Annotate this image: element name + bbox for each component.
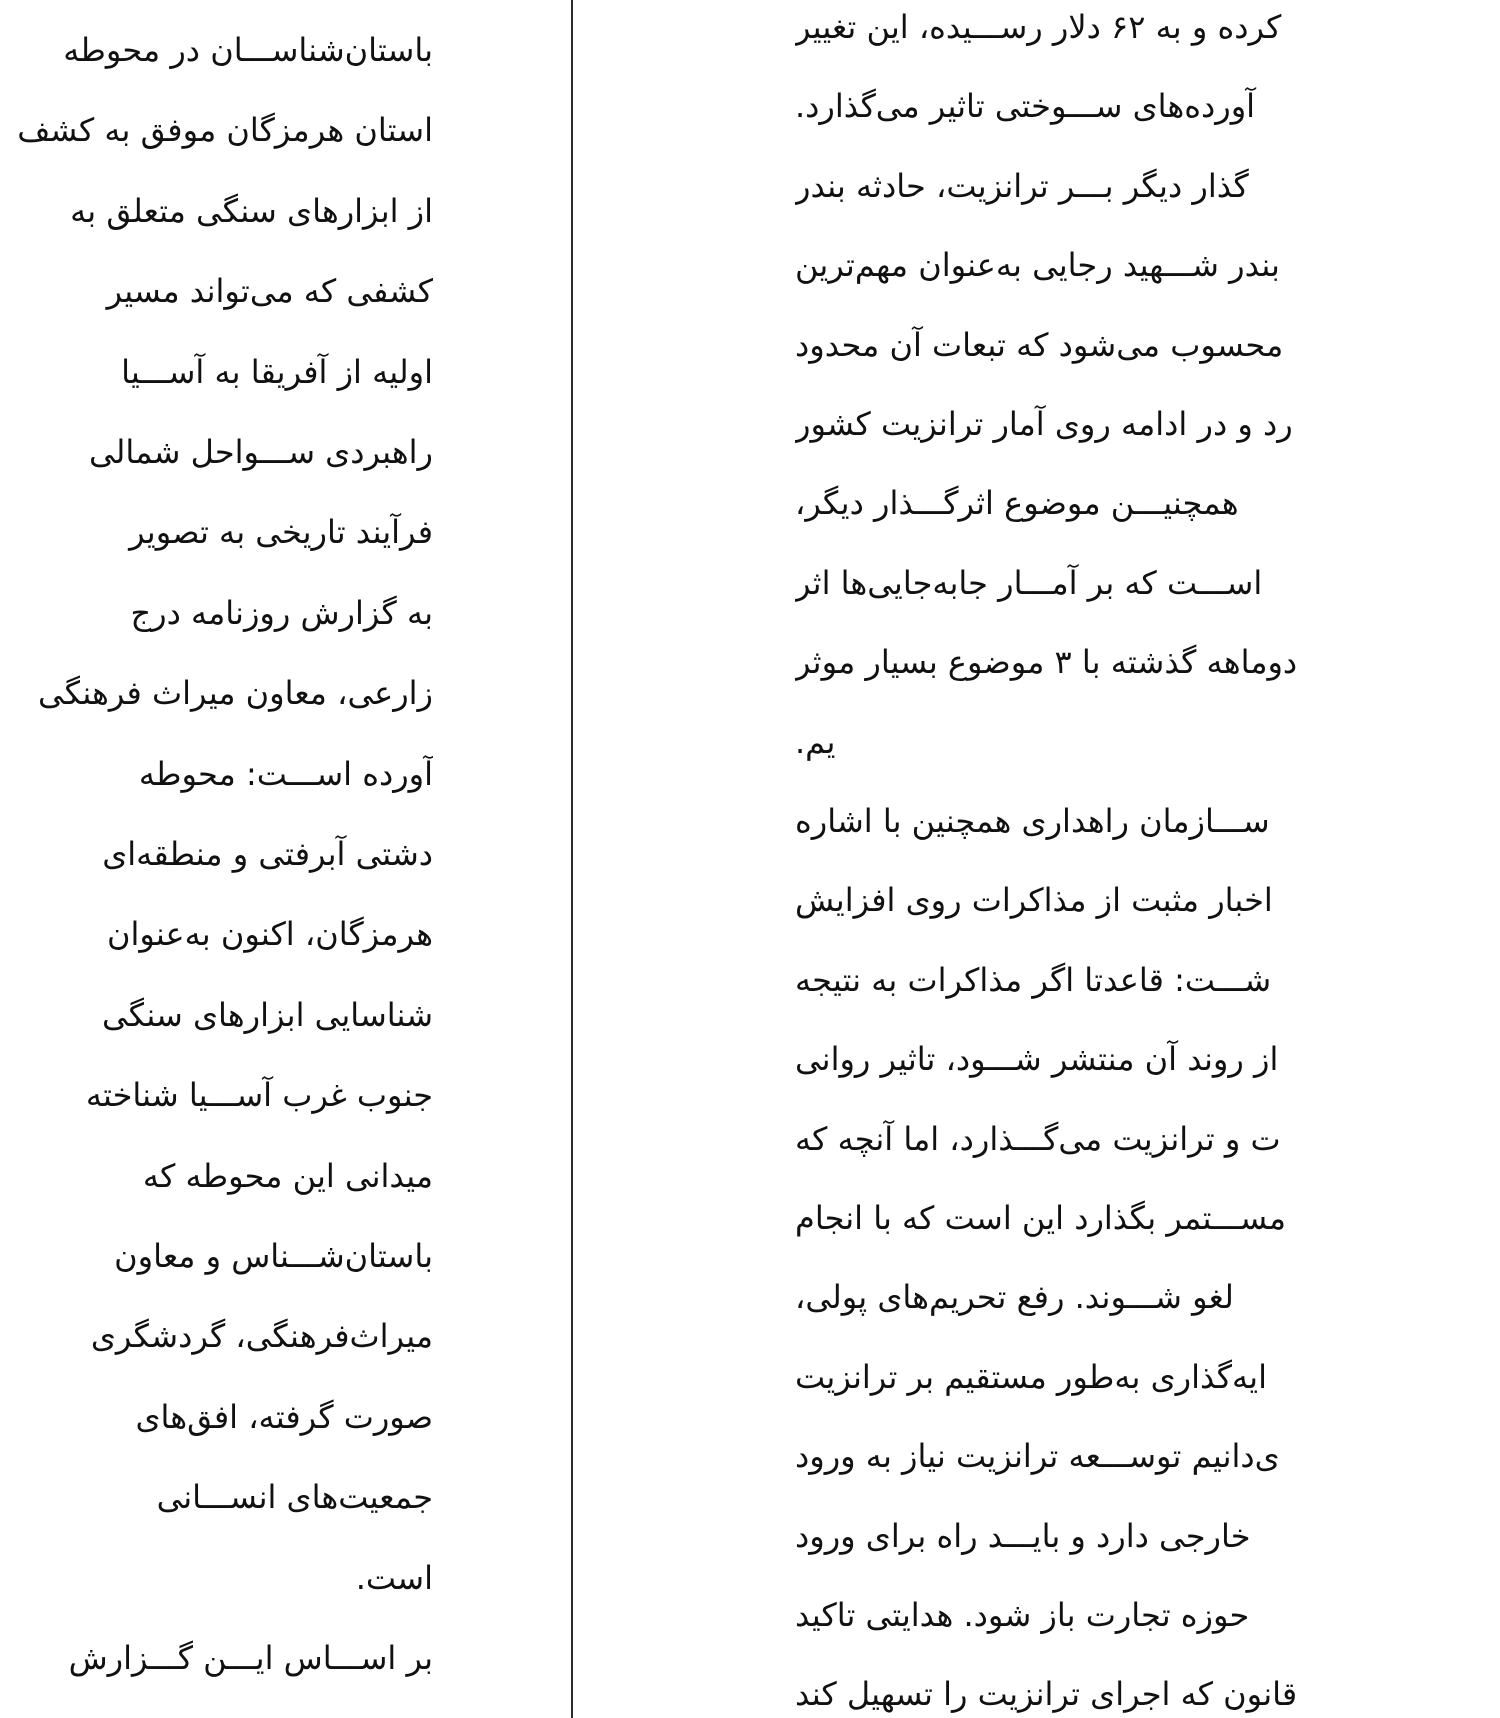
text-line: است. [355,1558,433,1597]
text-line: بندر شـــهید رجایی به‌عنوان مهم‌ترین [795,246,1280,285]
text-line: دوماهه گذشته با ۳ موضوع بسیار موثر [795,643,1298,682]
text-line: باستان‌شناســـان در محوطه [63,31,433,69]
text-line: آورده اســـت: محوطه [138,754,433,793]
text-line: راهبردی ســـواحل شمالی [88,433,433,471]
text-line: کرده و به ۶۲ دلار رســـیده، این تغییر [795,8,1282,46]
text-line: دشتی آبرفتی و منطقه‌ای [102,835,433,873]
text-line: جنوب غرب آســـیا شناخته [85,1076,433,1115]
text-line: همچنیـــن موضوع اثرگـــذار دیگر، [795,484,1239,523]
text-line: بر اســـاس ایـــن گـــزارش [68,1639,433,1677]
text-line: شـــت: قاعدتا اگر مذاکرات به نتیجه [795,960,1272,999]
text-line: ایه‌گذاری به‌طور مستقیم بر ترانزیت [795,1357,1267,1396]
left-article-column [0,0,433,1718]
text-line: آورده‌های ســـوختی تاثیر می‌گذارد. [795,87,1256,126]
text-line: میراث‌فرهنگی، گردشگری [90,1317,433,1356]
text-line: کشفی که می‌تواند مسیر [106,272,433,311]
text-line: از ابزارهای سنگی متعلق به [70,191,433,230]
text-line: ت و ترانزیت می‌گـــذارد، اما آنچه که [795,1119,1281,1158]
text-line: اولیه از آفریقا به آســـیا [121,352,433,391]
text-line: اخبار مثبت از مذاکرات روی افزایش [795,881,1273,920]
text-line: اســـت که بر آمـــار جابه‌جایی‌ها اثر [795,563,1263,602]
text-line: فرآیند تاریخی به تصویر [129,513,433,552]
column-divider [571,0,573,1718]
text-line: لغو شـــوند. رفع تحریم‌های پولی، [795,1278,1234,1317]
text-line: زارعی، معاون میراث فرهنگی [38,674,433,713]
text-line: هرمزگان، اکنون به‌عنوان [106,915,433,954]
text-line: گذار دیگر بـــر ترانزیت، حادثه بندر [795,166,1249,205]
text-line: ی‌دانیم توســـعه ترانزیت نیاز به ورود [795,1437,1280,1476]
text-line: باستان‌شـــناس و معاون [114,1237,433,1275]
text-line: یم. [795,722,836,761]
text-line: از روند آن منتشر شـــود، تاثیر روانی [795,1040,1279,1079]
text-line: خارجی دارد و بایـــد راه برای ورود [795,1516,1251,1555]
text-line: جمعیت‌های انســـانی [156,1478,433,1517]
text-line: میدانی این محوطه که [142,1156,433,1195]
text-line: به گزارش روزنامه درج [130,593,433,632]
right-article-column [795,0,1500,1718]
text-line: صورت گرفته، افق‌های [135,1397,433,1436]
text-line: محسوب می‌شود که تبعات آن محدود [795,325,1284,364]
text-line: مســـتمر بگذارد این است که با انجام [795,1199,1286,1237]
text-line: رد و در ادامه روی آمار ترانزیت کشور [795,405,1293,443]
text-line: قانون که اجرای ترانزیت را تسهیل کند [795,1675,1298,1714]
text-line: ســـازمان راهداری همچنین با اشاره [795,802,1270,840]
text-line: استان هرمزگان موفق به کشف [17,111,433,150]
text-line: حوزه تجارت باز شود. هدایتی تاکید [795,1596,1250,1634]
text-line: شناسایی ابزارهای سنگی [102,995,433,1034]
